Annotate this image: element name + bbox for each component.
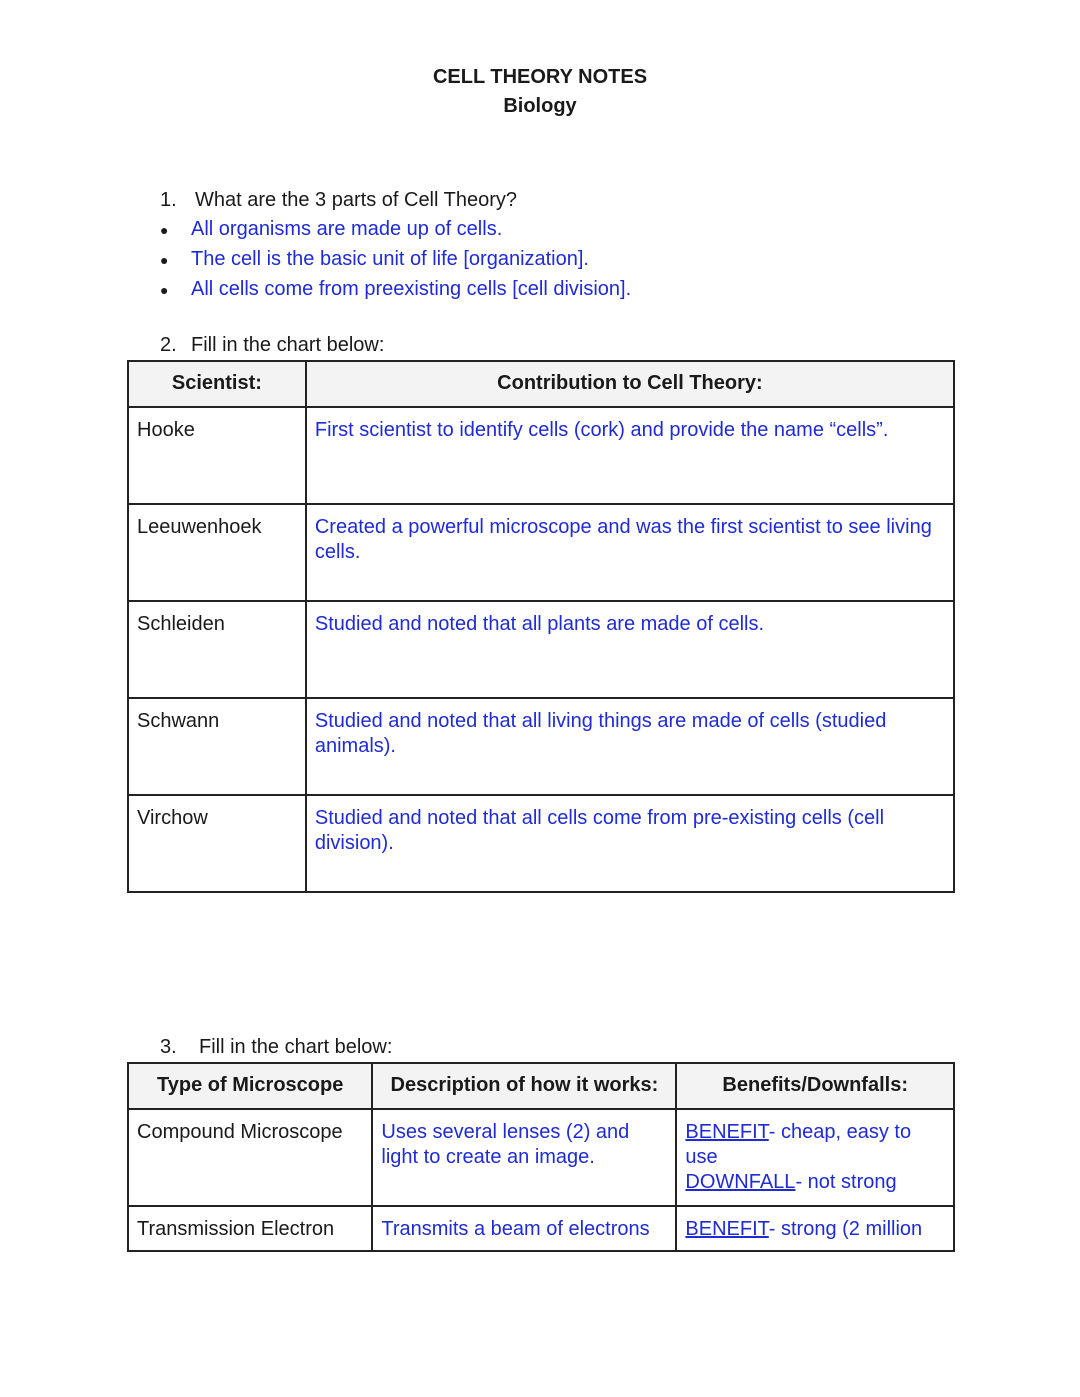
scientist-cell: Hooke (128, 407, 306, 504)
answer-text: All cells come from preexisting cells [cell division]. (191, 278, 632, 300)
contribution-cell: Created a powerful microscope and was the first scientist to see living cells. (306, 504, 954, 601)
scientist-cell: Leeuwenhoek (128, 504, 306, 601)
table-row (128, 795, 954, 892)
benefits-cell (676, 1109, 954, 1206)
answer-list (160, 215, 631, 305)
question-1-line (160, 186, 631, 215)
scientist-cell: Schleiden (128, 601, 306, 698)
scientist-table (127, 360, 955, 893)
benefits-cell (676, 1206, 954, 1251)
question-1 (160, 186, 631, 305)
question-number: 2. (160, 334, 177, 356)
question-text: Fill in the chart below: (191, 334, 385, 356)
table-row (128, 1109, 954, 1206)
column-header-scientist: Scientist: (128, 361, 306, 407)
benefit-text: - strong (2 million (768, 1218, 923, 1240)
scientist-cell: Virchow (128, 795, 306, 892)
downfall-text: - not strong (795, 1171, 897, 1193)
column-header-contribution: Contribution to Cell Theory: (306, 361, 954, 407)
question-2-prompt (160, 332, 384, 358)
question-3-prompt (160, 1034, 392, 1060)
description-cell: Transmits a beam of electrons (372, 1206, 676, 1251)
question-text: What are the 3 parts of Cell Theory? (195, 189, 518, 211)
scientist-cell: Schwann (128, 698, 306, 795)
document-header (0, 63, 1080, 121)
microscope-table (127, 1062, 955, 1252)
question-text: Fill in the chart below: (199, 1036, 393, 1058)
column-header-benefits: Benefits/Downfalls: (676, 1063, 954, 1109)
downfall-label: DOWNFALL (685, 1171, 796, 1193)
bullet-icon: ● (160, 282, 169, 298)
table-row (128, 601, 954, 698)
column-header-type: Type of Microscope (128, 1063, 372, 1109)
bullet-icon: ● (160, 252, 169, 268)
microscope-type-cell: Transmission Electron (128, 1206, 372, 1251)
question-number: 1. (160, 189, 177, 211)
table-row (128, 504, 954, 601)
benefit-label: BENEFIT (685, 1218, 769, 1240)
table-row (128, 1206, 954, 1251)
contribution-cell: First scientist to identify cells (cork) and provide the name “cells”. (306, 407, 954, 504)
table-header-row (128, 1063, 954, 1109)
question-number: 3. (160, 1036, 177, 1058)
answer-text: All organisms are made up of cells. (191, 218, 503, 240)
contribution-cell: Studied and noted that all living things are made of cells (studied animals). (306, 698, 954, 795)
list-item (160, 245, 631, 275)
benefit-text: - cheap, easy to use (685, 1121, 912, 1168)
document-subtitle: Biology (503, 95, 577, 117)
table-header-row (128, 361, 954, 407)
benefit-label: BENEFIT (685, 1121, 769, 1143)
microscope-type-cell: Compound Microscope (128, 1109, 372, 1206)
document-title: CELL THEORY NOTES (432, 66, 648, 88)
table-row (128, 698, 954, 795)
column-header-description: Description of how it works: (372, 1063, 676, 1109)
description-cell: Uses several lenses (2) and light to create an image. (372, 1109, 676, 1206)
answer-text: The cell is the basic unit of life [organization]. (191, 248, 589, 270)
list-item (160, 275, 631, 305)
contribution-cell: Studied and noted that all plants are made of cells. (306, 601, 954, 698)
list-item (160, 215, 631, 245)
table-row (128, 407, 954, 504)
bullet-icon: ● (160, 222, 169, 238)
contribution-cell: Studied and noted that all cells come from pre-existing cells (cell division). (306, 795, 954, 892)
